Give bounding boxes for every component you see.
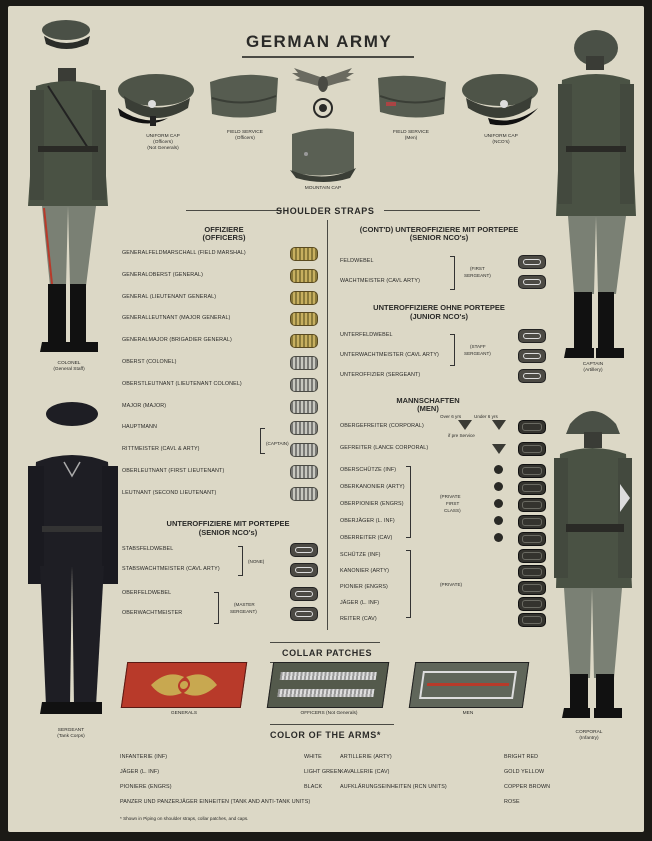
junior-brace-b: SERGEANT) — [464, 351, 491, 356]
nco-brace-1-label: (NONE) — [248, 559, 265, 564]
senior-brace-b: SERGEANT) — [464, 273, 491, 278]
obergefreiter-label: OBERGEFREITER (CORPORAL) — [340, 423, 424, 429]
pfc-pip — [494, 465, 503, 474]
men-heading: MANNSCHAFTEN — [396, 396, 460, 405]
collar-patch-officers — [267, 662, 389, 708]
field-service-cap-officers — [204, 68, 284, 122]
senior-heading: (CONT'D) UNTEROFFIZIERE MIT PORTEPEE — [359, 225, 519, 234]
arms-footnote: * Shown in Piping on shoulder straps, collar patches, and caps. — [120, 816, 249, 821]
shoulder-straps-heading: SHOULDER STRAPS — [276, 206, 375, 216]
senior-strap — [518, 255, 546, 269]
straps-rule-right — [384, 210, 480, 211]
nco-brace-2a: (MASTER — [234, 602, 255, 607]
collar-generals-label: GENERALS — [170, 711, 198, 716]
officer-rank-label: GENERAL (LIEUTENANT GENERAL) — [122, 293, 217, 300]
nco-strap — [290, 563, 318, 577]
junior-sub: (JUNIOR NCO's) — [409, 312, 469, 321]
arms-cell: KAVALLERIE (CAV) — [340, 769, 390, 775]
nco-rank-label: STABSFELDWEBEL — [122, 546, 174, 552]
nco-heading: UNTEROFFIZIERE MIT PORTEPEE — [166, 519, 290, 528]
colonel-sub: (General Staff) — [53, 367, 85, 372]
eagle-emblem — [290, 64, 356, 126]
private-rank-label: SCHÜTZE (INF) — [340, 552, 381, 558]
collar-patch-men — [409, 662, 529, 708]
chevron-note-2: Under 6 yrs — [474, 414, 498, 419]
nco-rank-label: OBERWACHTMEISTER — [122, 610, 183, 616]
arms-cell: PIONIERE (ENGRS) — [120, 784, 172, 790]
mountain-cap — [284, 124, 362, 184]
senior-sub: (SENIOR NCO's) — [409, 233, 469, 242]
officers-heading: OFFIZIERE — [204, 225, 244, 234]
field-service-officers-sub: (Officers) — [235, 136, 255, 141]
officer-strap — [290, 334, 318, 348]
corporal-sub: (Infantry) — [579, 736, 599, 741]
nco-sub: (SENIOR NCO's) — [198, 528, 258, 537]
private-brace — [406, 550, 411, 618]
corporal-figure — [544, 398, 644, 728]
nco-brace-2 — [214, 592, 219, 624]
uniform-cap-officers-sub2: (Not Generals) — [147, 146, 179, 151]
chevron-under-6 — [492, 420, 506, 430]
pfc-rank-label: OBERKANONIER (ARTY) — [340, 484, 405, 490]
straps-rule-left — [186, 210, 282, 211]
captain-sub: (Artillery) — [583, 368, 603, 373]
arms-rule — [270, 724, 394, 725]
senior-brace-a: (FIRST — [470, 266, 485, 271]
pfc-pip — [494, 482, 503, 491]
officer-rank-label: OBERLEUTNANT (FIRST LIEUTENANT) — [122, 468, 225, 474]
field-service-men-sub: (Men) — [404, 136, 418, 141]
private-strap — [518, 549, 546, 563]
nco-rank-label: STABSWACHTMEISTER (CAVL ARTY) — [122, 566, 220, 572]
junior-rank-label: UNTEROFFIZIER (SERGEANT) — [340, 372, 421, 378]
arms-cell: GOLD YELLOW — [504, 769, 545, 775]
private-rank-label: JÄGER (L. INF) — [340, 600, 380, 606]
collar-officers-label: OFFICERS (Not Generals) — [300, 711, 358, 716]
field-service-cap-men — [372, 68, 452, 122]
collar-patch-generals — [121, 662, 247, 708]
pfc-strap — [518, 498, 546, 512]
pfc-rank-label: OBERREITER (CAV) — [340, 535, 393, 541]
arms-cell: PANZER UND PANZERJÄGER EINHEITEN (TANK AND ANTI-TANK UNITS) — [120, 799, 311, 805]
private-rank-label: PIONIER (ENGRS) — [340, 584, 388, 590]
pfc-rank-label: OBERJÄGER (L. INF) — [340, 518, 395, 524]
corporal-rank: CORPORAL — [575, 730, 603, 735]
colonel-rank: COLONEL — [57, 361, 81, 366]
obergefreiter-strap — [518, 420, 546, 434]
officer-strap — [290, 487, 318, 501]
officer-strap — [290, 269, 318, 283]
arms-cell: ARTILLERIE (ARTY) — [340, 754, 392, 760]
sergeant-figure — [16, 396, 126, 726]
senior-brace — [450, 256, 455, 290]
field-service-men-label: FIELD SERVICE — [393, 130, 429, 135]
field-service-officers-label: FIELD SERVICE — [227, 130, 263, 135]
colonel-figure — [18, 66, 118, 366]
private-strap — [518, 581, 546, 595]
sergeant-rank: SERGEANT — [57, 728, 85, 733]
pfc-pip — [494, 499, 503, 508]
uniform-cap-officers-sub: (Officers) — [153, 140, 173, 145]
private-rank-label: KANONIER (ARTY) — [340, 568, 390, 574]
officer-rank-label: GENERALFELDMARSCHALL (FIELD MARSHAL) — [122, 250, 246, 256]
officer-rank-label: RITTMEISTER (CAVL & ARTY) — [122, 446, 200, 453]
arms-heading: COLOR OF THE ARMS* — [270, 730, 381, 740]
senior-rank-label: WACHTMEISTER (CAVL ARTY) — [340, 278, 420, 284]
arms-cell: JÄGER (L. INF) — [120, 769, 160, 775]
pfc-rank-label: OBERPIONIER (ENGRS) — [340, 501, 404, 507]
nco-rank-label: OBERFELDWEBEL — [122, 590, 172, 596]
arms-cell: ROSE — [504, 799, 520, 805]
arms-cell: INFANTERIE (INF) — [120, 754, 168, 760]
private-strap — [518, 613, 546, 627]
sergeant-sub: (Tank Corps) — [57, 734, 85, 739]
officer-rank-label: GENERALOBERST (GENERAL) — [122, 271, 203, 278]
pfc-strap — [518, 464, 546, 478]
pfc-brace-c: CLASS) — [444, 508, 461, 513]
officers-sub: (OFFICERS) — [202, 233, 246, 242]
private-strap — [518, 597, 546, 611]
collar-heading: COLLAR PATCHES — [282, 648, 373, 658]
pfc-brace-a: (PRIVATE — [440, 494, 461, 499]
officer-strap — [290, 312, 318, 326]
captain-brace — [260, 428, 265, 454]
officer-strap — [290, 443, 318, 457]
arms-cell: AUFKLÄRUNGSEINHEITEN (RCN UNITS) — [340, 784, 447, 790]
officer-strap — [290, 400, 318, 414]
pfc-strap — [518, 481, 546, 495]
officer-rank-label: LEUTNANT (SECOND LIEUTENANT) — [122, 489, 217, 496]
captain-brace-label: (CAPTAIN) — [266, 441, 289, 446]
men-sub: (MEN) — [417, 404, 439, 413]
junior-heading: UNTEROFFIZIERE OHNE PORTEPEE — [373, 303, 505, 312]
arms-cell: WHITE — [304, 754, 322, 760]
officer-strap — [290, 421, 318, 435]
officer-rank-label: OBERST (COLONEL) — [122, 359, 177, 365]
private-rank-label: REITER (CAV) — [340, 616, 377, 622]
officer-strap — [290, 247, 318, 261]
officer-strap — [290, 291, 318, 305]
uniform-cap-ncos-sub: (NCO's) — [492, 140, 510, 145]
pfc-strap — [518, 532, 546, 546]
pfc-pip — [494, 516, 503, 525]
pfc-rank-label: OBERSCHÜTZE (INF) — [340, 467, 397, 473]
pfc-pip — [494, 533, 503, 542]
pfc-brace-b: FIRST — [446, 501, 460, 506]
nco-strap — [290, 587, 318, 601]
junior-rank-label: UNTERFELDWEBEL — [340, 332, 393, 338]
officer-rank-label: MAJOR (MAJOR) — [122, 402, 167, 409]
pfc-strap — [518, 515, 546, 529]
arms-cell: COPPER BROWN — [504, 784, 551, 790]
uniform-cap-officers-label: UNIFORM CAP — [146, 134, 180, 139]
officer-rank-label: HAUPTMANN — [122, 424, 158, 431]
arms-cell: BLACK — [304, 784, 323, 790]
poster — [8, 6, 644, 832]
poster-title: GERMAN ARMY — [246, 32, 393, 51]
chevron-note-3: if pre Service — [448, 433, 475, 438]
nco-strap — [290, 543, 318, 557]
officer-strap — [290, 378, 318, 392]
uniform-cap-ncos — [460, 68, 544, 132]
captain-rank: CAPTAIN — [582, 362, 604, 367]
captain-figure — [544, 26, 644, 366]
gefreiter-strap — [518, 442, 546, 456]
title-underline — [242, 56, 414, 58]
uniform-cap-ncos-label: UNIFORM CAP — [484, 134, 518, 139]
arms-cell: BRIGHT RED — [504, 754, 539, 760]
pfc-brace — [406, 466, 411, 538]
nco-strap — [290, 607, 318, 621]
officer-strap — [290, 465, 318, 479]
mountain-cap-label: MOUNTAIN CAP — [304, 186, 342, 191]
chevron-gefreiter — [492, 444, 506, 454]
collar-rule-top — [270, 642, 380, 643]
officer-strap — [290, 356, 318, 370]
senior-rank-label: FELDWEBEL — [340, 258, 374, 264]
uniform-cap-officers — [112, 68, 196, 132]
private-brace-label: (PRIVATE) — [440, 582, 463, 587]
junior-strap — [518, 349, 546, 363]
junior-strap — [518, 329, 546, 343]
junior-strap — [518, 369, 546, 383]
gefreiter-label: GEFREITER (LANCE CORPORAL) — [340, 445, 429, 451]
nco-brace-1 — [238, 546, 243, 576]
junior-rank-label: UNTERWACHTMEISTER (CAVL ARTY) — [340, 352, 439, 358]
chevron-note-1: Over 6 yrs — [440, 414, 462, 419]
chevron-over-6 — [458, 420, 472, 430]
private-strap — [518, 565, 546, 579]
straps-divider — [327, 220, 328, 630]
officer-rank-label: GENERALLEUTNANT (MAJOR GENERAL) — [122, 315, 231, 322]
senior-strap — [518, 275, 546, 289]
officer-rank-label: OBERSTLEUTNANT (LIEUTENANT COLONEL) — [122, 380, 242, 387]
junior-brace — [450, 334, 455, 366]
arms-cell: LIGHT GREEN — [304, 769, 342, 775]
officer-rank-label: GENERALMAJOR (BRIGADIER GENERAL) — [122, 337, 232, 344]
junior-brace-a: (STAFF — [470, 344, 486, 349]
collar-men-label: MEN — [462, 711, 474, 716]
nco-brace-2b: SERGEANT) — [230, 609, 257, 614]
colonel-cap — [38, 18, 94, 54]
